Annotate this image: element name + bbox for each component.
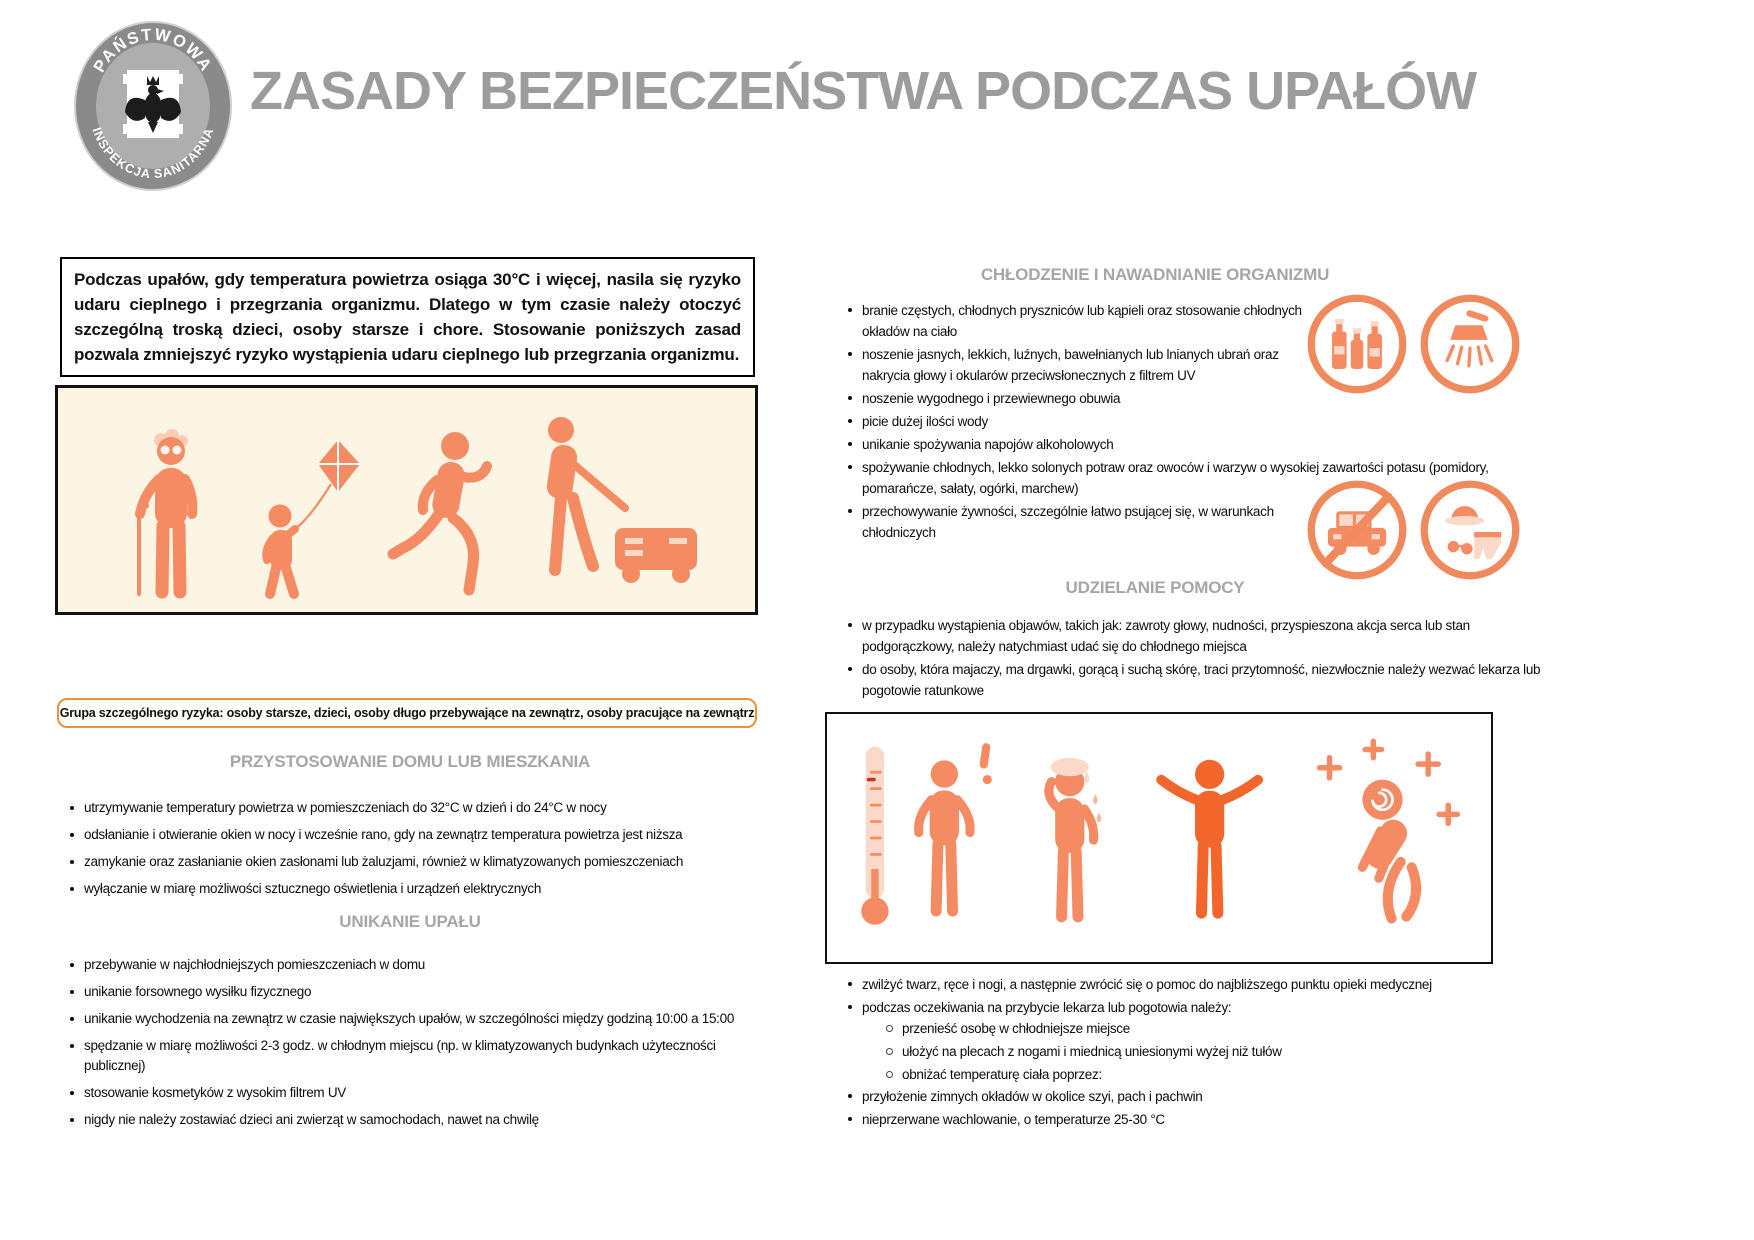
eagle-shield [123, 70, 183, 138]
list-item: nigdy nie należy zostawiać dzieci ani zwierząt w samochodach, nawet na chwilę [62, 1110, 758, 1130]
list-item: stosowanie kosmetyków z wysokim filtrem UV [62, 1083, 758, 1103]
list-item: przechowywanie żywności, szczególnie łatwo psującej się, w warunkach chłodniczych [840, 501, 1307, 543]
list-item: wyłączanie w miarę możliwości sztucznego oświetlenia i urządzeń elektrycznych [62, 879, 758, 899]
logo-arc-top-text: PAŃSTWOWA [90, 25, 216, 76]
list-item: spożywanie chłodnych, lekko solonych potraw oraz owoców i warzyw o wysokiej zawartości potasu (pomidory, pomarańcze, sałaty, ogórki, marchew) [840, 457, 1540, 499]
child-with-kite-figure [230, 434, 370, 602]
list-item: spędzanie w miarę możliwości 2-3 godz. w chłodnym miejscu (np. w klimatyzowanych budynkach użyteczności publicznej) [62, 1036, 758, 1076]
list-item: picie dużej ilości wody [840, 411, 1540, 432]
intro-text: Podczas upałów, gdy temperatura powietrza osiąga 30°C i więcej, nasila się ryzyko udaru cieplnego i przegrzania organizmu. Dlatego w tym czasie należy otoczyć szczególną troską dzieci, osoby starsze i chore. Stosowanie poniższych zasad pozwala zmniejszyć ryzyko wystąpienia udaru cieplnego lub przegrzania organizmu. [74, 270, 741, 364]
list-item: noszenie jasnych, lekkich, luźnych, bawełnianych lub lnianych ubrań oraz nakrycia głowy i okularów przeciwsłonecznych z filtrem UV [840, 344, 1307, 386]
list-item: podczas oczekiwania na przybycie lekarza lub pogotowia należy: [840, 997, 1545, 1018]
list-item: zamykanie oraz zasłanianie okien zasłonami lub żaluzjami, również w klimatyzowanych pomieszczeniach [62, 852, 758, 872]
list-item: nieprzerwane wachlowanie, o temperaturze 25-30 °C [840, 1109, 1545, 1130]
list-item: unikanie wychodzenia na zewnątrz w czasie największych upałów, w szczególności między godziną 10:00 a 15:00 [62, 1009, 758, 1029]
help-actions-bullet-list [840, 974, 1545, 1020]
list-item: zwilżyć twarz, ręce i nogi, a następnie zwrócić się o pomoc do najbliższego punktu opieki medycznej [840, 974, 1545, 995]
list-item: ułożyć na plecach z nogami i miednicą uniesionymi wyżej niż tułów [880, 1041, 1520, 1062]
intro-text-box [60, 257, 755, 377]
home-bullet-list [62, 798, 758, 906]
avoid-heat-bullet-list [62, 955, 758, 1137]
sanitary-inspection-logo [73, 20, 233, 192]
list-item: utrzymywanie temperatury powietrza w pomieszczeniach do 32°C w dzień i do 24°C w nocy [62, 798, 758, 818]
person-with-mower-figure [517, 410, 707, 602]
risk-group-banner [57, 698, 757, 728]
list-item: przenieść osobę w chłodniejsze miejsce [880, 1018, 1520, 1039]
risk-group-illustration-panel [55, 385, 758, 615]
no-hot-car-icon [1305, 478, 1409, 582]
list-item: unikanie forsownego wysiłku fizycznego [62, 982, 758, 1002]
list-item: unikanie spożywania napojów alkoholowych [840, 434, 1540, 455]
heat-stroke-symptoms-panel [825, 712, 1493, 964]
logo-arc-bottom-text: INSPEKCJA SANITARNA [89, 125, 217, 182]
section-heading-avoid-heat: UNIKANIE UPAŁU [339, 912, 481, 931]
list-item: noszenie wygodnego i przewiewnego obuwia [840, 388, 1540, 409]
list-item: przebywanie w najchłodniejszych pomieszczeniach w domu [62, 955, 758, 975]
help-final-bullet-list [840, 1086, 1545, 1132]
elderly-person-figure [106, 424, 226, 602]
list-item: w przypadku wystąpienia objawów, takich jak: zawroty głowy, nudności, przyspieszona akcja serca lub stan podgorączkowy, należy natychmiast udać się do chłodnego miejsca [840, 615, 1545, 657]
running-person-figure [373, 420, 513, 602]
risk-group-text: Grupa szczególnego ryzyka: osoby starsze, dzieci, osoby długo przebywające na zewnątrz, osoby pracujące na zewnątrz [59, 706, 755, 720]
cool-shower-icon [1418, 292, 1522, 396]
list-item: do osoby, która majaczy, ma drgawki, gorącą i suchą skórę, traci przytomność, niezwłocznie należy wezwać lekarza lub pogotowie ratunkowe [840, 659, 1545, 701]
light-clothing-icon [1418, 478, 1522, 582]
list-item: branie częstych, chłodnych pryszniców lub kąpieli oraz stosowanie chłodnych okładów na ciało [840, 300, 1307, 342]
list-item: obniżać temperaturę ciała poprzez: [880, 1064, 1520, 1085]
section-heading-home: PRZYSTOSOWANIE DOMU LUB MIESZKANIA [229, 752, 591, 771]
list-item: odsłanianie i otwieranie okien w nocy i wcześnie rano, gdy na zewnątrz temperatura powietrza jest niższa [62, 825, 758, 845]
page-title: ZASADY BEZPIECZEŃSTWA PODCZAS UPAŁÓW [250, 61, 1477, 121]
wet-cloth-person-figure [1004, 728, 1132, 954]
list-item: przyłożenie zimnych okładów w okolice szyi, pach i pachwin [840, 1086, 1545, 1107]
water-bottles-icon [1305, 292, 1409, 396]
high-temperature-person-figure [853, 722, 1004, 954]
help-sub-bullet-list [840, 1018, 1520, 1087]
section-heading-cooling: CHŁODZENIE I NAWADNIANIE ORGANIZMU [980, 265, 1330, 284]
collapsing-person-figure [1282, 724, 1465, 954]
section-heading-help: UDZIELANIE POMOCY [1065, 578, 1245, 597]
spread-arms-person-figure [1132, 728, 1283, 954]
help-bullet-list [840, 615, 1545, 703]
